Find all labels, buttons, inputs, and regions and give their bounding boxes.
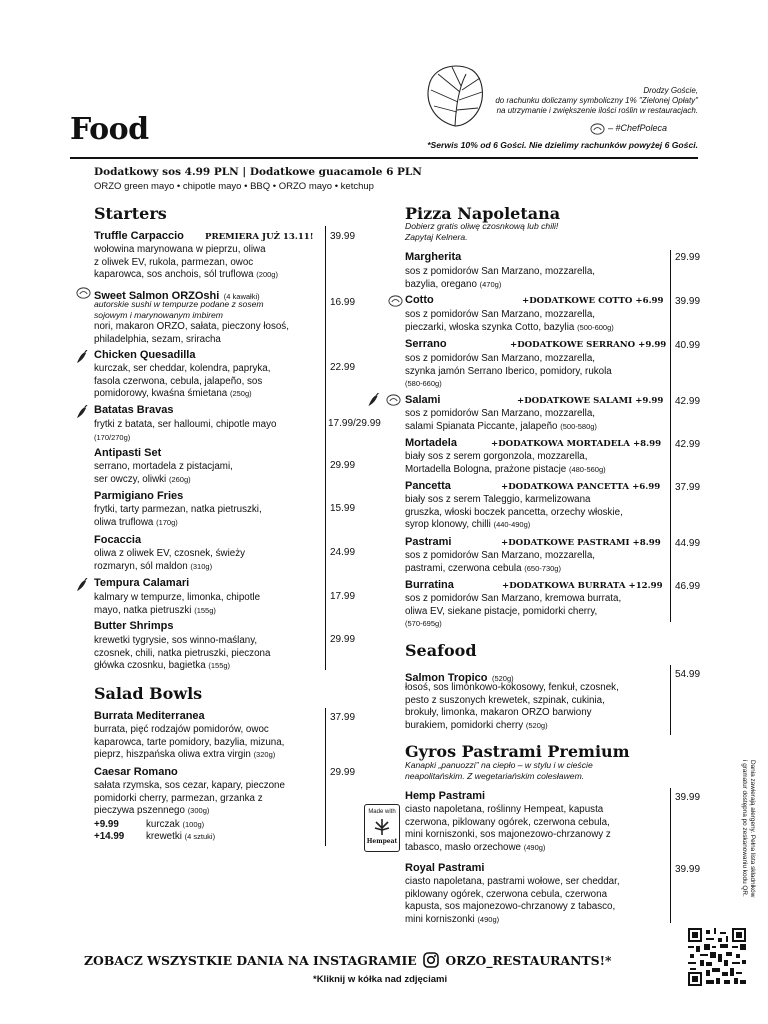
- menu-item-desc: frytki, tarty parmezan, natka pietruszki, oliwa truflowa (170g): [94, 504, 262, 528]
- price-divider: [670, 250, 671, 622]
- gyros-note: Kanapki „panuozzi” na ciepło – w stylu i w cieście neapolitańskim. Z wegetariańskim colesławem.: [405, 760, 593, 781]
- pizza-note: Dobierz gratis oliwę czosnkową lub chili! Zapytaj Kelnera.: [405, 221, 559, 242]
- menu-item-price: 42.99: [675, 439, 701, 450]
- menu-item-desc: serrano, mortadela z pistacjami, ser owczy, oliwki (260g): [94, 461, 233, 485]
- menu-item-desc: oliwa z oliwek EV, czosnek, świeży rozmaryn, sól maldon (310g): [94, 548, 246, 572]
- premiere-tag: PREMIERA JUŻ 13.11!: [205, 232, 314, 242]
- page-title: Food: [70, 112, 149, 147]
- menu-item-desc: biały sos z serem Taleggio, karmelizowana gruszka, włoski boczek pancetta, orzechy włoskie, syrop klonowy, chilli (440-490g): [405, 494, 623, 530]
- menu-item-price: 15.99: [330, 503, 356, 514]
- menu-item-desc: sos z pomidorów San Marzano, mozzarella, pieczarki, włoska szynka Cotto, bazylia (500-600g): [405, 309, 614, 333]
- menu-item-name: Pancetta: [405, 480, 451, 492]
- menu-item-desc: biały sos z serem gorgonzola, mozzarella, Mortadella Bologna, prażone pistacje (480-560g): [405, 451, 606, 475]
- allergen-note: Dania zawierają alergeny. Pełna lista składników i gramatur dostępna po zeskanowaniu kodu QR.: [741, 760, 756, 898]
- menu-item-name: Serrano: [405, 338, 447, 350]
- menu-item-desc: frytki z batata, ser halloumi, chipotle mayo (170/270g): [94, 419, 277, 442]
- hemp-leaf-icon: [373, 818, 391, 836]
- instagram-handle[interactable]: ORZO_RESTAURANTS!*: [445, 953, 612, 968]
- menu-item-name: Salami: [405, 394, 441, 406]
- menu-item-title: Sweet Salmon ORZOshi (4 kawałki): [94, 290, 260, 302]
- chef-recommend-icon: [386, 393, 401, 407]
- badge-line: Made with: [368, 809, 396, 815]
- menu-item-price: 22.99: [330, 362, 356, 373]
- menu-item-price: 54.99: [675, 669, 701, 680]
- menu-item-name: Parmigiano Fries: [94, 490, 184, 502]
- service-note: *Serwis 10% od 6 Gości. Nie dzielimy rachunków powyżej 6 Gości.: [427, 140, 698, 150]
- menu-item-price: 39.99: [675, 864, 701, 875]
- menu-item-price: 37.99: [675, 482, 701, 493]
- menu-item-name: Mortadela: [405, 437, 457, 449]
- menu-item-price: 17.99/29.99: [328, 418, 381, 429]
- greeting-line: Drodzy Goście,: [643, 86, 698, 95]
- menu-item-desc: krewetki tygrysie, sos winno-maślany, czosnek, chili, natka pietruszki, pieczona główka czosnku, bagietka (155g): [94, 635, 271, 671]
- menu-item-name: Focaccia: [94, 534, 142, 546]
- menu-item-price: 39.99: [330, 231, 356, 242]
- menu-item-desc: łosoś, sos limonkowo-kokosowy, fenkuł, czosnek, pesto z suszonych krewetek, szpinak, cukinia, brokuły, limonka, makaron ORZO barwiony burakiem, pomidorki cherry (520g): [405, 682, 619, 731]
- menu-item-price: 29.99: [330, 460, 356, 471]
- menu-item-desc: burrata, pięć rodzajów pomidorów, owoc kaparowca, tarte pomidory, bazylia, mizuna, pieprz, hiszpańska oliwa extra virgin (320g): [94, 724, 285, 760]
- chef-recommend-icon: [590, 122, 605, 136]
- section-title-pizza: Pizza Napoletana: [405, 204, 561, 223]
- menu-item-name: Hemp Pastrami: [405, 790, 486, 802]
- chef-legend: – #ChefPoleca: [608, 123, 668, 133]
- menu-item-name: Chicken Quesadilla: [94, 349, 196, 361]
- menu-item-price: 29.99: [675, 252, 701, 263]
- menu-item-price: 42.99: [675, 396, 701, 407]
- menu-item-name: Royal Pastrami: [405, 862, 485, 874]
- hempeat-badge: [364, 804, 400, 852]
- menu-item-name: Margherita: [405, 251, 462, 263]
- menu-item-desc: sałata rzymska, sos cezar, kapary, pieczone pomidorki cherry, parmezan, grzanka z pieczywa pszennego (300g): [94, 780, 285, 816]
- menu-item-name: Antipasti Set: [94, 447, 162, 459]
- menu-item-desc: sos z pomidorów San Marzano, mozzarella, szynka jamón Serrano Iberico, pomidory, rukola (580-660g): [405, 353, 612, 388]
- badge-line: Hempeat: [366, 838, 398, 845]
- menu-item-price: 24.99: [330, 547, 356, 558]
- instagram-cta[interactable]: [84, 952, 612, 968]
- menu-item-desc: sos z pomidorów San Marzano, mozzarella, pastrami, czerwona cebula (650-730g): [405, 550, 596, 574]
- price-divider: [670, 665, 671, 735]
- menu-item-price: 44.99: [675, 538, 701, 549]
- menu-item-desc: sos z pomidorów San Marzano, kremowa burrata, oliwa EV, siekane pistacje, pomidorki cherry, (570-695g): [405, 593, 622, 628]
- chili-pepper-icon: [76, 350, 88, 364]
- section-title-seafood: Seafood: [405, 641, 477, 660]
- addon-row: +14.99 krewetki (4 sztuki): [94, 831, 216, 842]
- menu-item-price: 39.99: [675, 792, 701, 803]
- pizza-extra-topping: +DODATKOWE SERRANO +9.99: [510, 340, 667, 350]
- menu-item-desc: kurczak, ser cheddar, kolendra, papryka, fasola czerwona, cebula, jalapeño, sos pomidorowy, kwaśna śmietana (250g): [94, 363, 271, 399]
- qr-code-icon[interactable]: [688, 928, 746, 986]
- green-fee-note: [440, 86, 698, 116]
- pizza-extra-topping: +DODATKOWA MORTADELA +8.99: [491, 439, 662, 449]
- instagram-cta-text: ZOBACZ WSZYSTKIE DANIA NA INSTAGRAMIE: [84, 953, 417, 968]
- menu-item-price: 40.99: [675, 340, 701, 351]
- pizza-extra-topping: +DODATKOWA BURRATA +12.99: [502, 581, 663, 591]
- price-divider: [670, 788, 671, 923]
- menu-item-price: 39.99: [675, 296, 701, 307]
- pizza-extra-topping: +DODATKOWE COTTO +6.99: [522, 296, 664, 306]
- chef-recommend-icon: [388, 294, 403, 308]
- sauce-list: ORZO green mayo • chipotle mayo • BBQ • ORZO mayo • ketchup: [94, 181, 374, 192]
- menu-item-name: Truffle Carpaccio: [94, 230, 184, 242]
- menu-item-desc: ciasto napoletana, pastrami wołowe, ser cheddar, piklowany ogórek, czerwona cebula, czerwona kapusta, sos majonezowo-chrzanowy z tabasco, mini korniszonki (490g): [405, 876, 620, 925]
- greeting-line: na utrzymanie i zwiększenie ilości roślin w restauracjach.: [496, 106, 698, 115]
- click-note: *Kliknij w kółka nad zdjęciami: [313, 974, 448, 985]
- menu-item-name: Pastrami: [405, 536, 452, 548]
- menu-item-name: Burratina: [405, 579, 454, 591]
- instagram-icon: [423, 952, 439, 968]
- menu-item-desc: wołowina marynowana w pieprzu, oliwa z oliwek EV, rukola, parmezan, owoc kaparowca, sos anchois, sól truflowa (200g): [94, 244, 278, 280]
- pizza-extra-topping: +DODATKOWE PASTRAMI +8.99: [501, 538, 661, 548]
- greeting-line: do rachunku doliczamy symboliczny 1% "Zielonej Opłaty": [495, 96, 698, 105]
- extra-sauce-line: Dodatkowy sos 4.99 PLN | Dodatkowe guacamole 6 PLN: [94, 166, 422, 178]
- menu-item-price: 29.99: [330, 767, 356, 778]
- menu-item-name: Caesar Romano: [94, 766, 178, 778]
- chili-pepper-icon: [76, 578, 88, 592]
- menu-item-name: Tempura Calamari: [94, 577, 190, 589]
- menu-item-name: Burrata Mediterranea: [94, 710, 205, 722]
- menu-item-desc: kalmary w tempurze, limonka, chipotle mayo, natka pietruszki (155g): [94, 592, 261, 616]
- menu-item-name: Cotto: [405, 294, 434, 306]
- header-divider: [70, 157, 698, 159]
- chili-pepper-icon: [366, 393, 381, 407]
- menu-item-desc: sos z pomidorów San Marzano, mozzarella, salami Spianata Piccante, jalapeño (500-580g): [405, 408, 597, 432]
- menu-item-desc: ciasto napoletana, roślinny Hempeat, kapusta czerwona, piklowany ogórek, czerwona cebula, mini korniszonki, sos majonezowo-chrzanowy z tabasco, masło orzechowe (490g): [405, 804, 611, 853]
- menu-item-price: 46.99: [675, 581, 701, 592]
- menu-item-price: 16.99: [330, 297, 356, 308]
- addon-row: +9.99 kurczak (100g): [94, 819, 205, 830]
- menu-item-desc: nori, makaron ORZO, sałata, pieczony łosoś, philadelphia, sezam, sriracha: [94, 321, 289, 345]
- menu-item-name: Butter Shrimps: [94, 620, 174, 632]
- menu-item-price: 17.99: [330, 591, 356, 602]
- section-title-salads: Salad Bowls: [94, 684, 203, 703]
- menu-item-note: autorskie sushi w tempurze podane z sosem sojowym i marynowanym imbirem: [94, 299, 264, 320]
- pizza-extra-topping: +DODATKOWE SALAMI +9.99: [517, 396, 664, 406]
- menu-item-title: Salmon Tropico (520g): [405, 672, 514, 684]
- section-title-starters: Starters: [94, 204, 167, 223]
- pizza-extra-topping: +DODATKOWA PANCETTA +6.99: [501, 482, 661, 492]
- section-title-gyros: Gyros Pastrami Premium: [405, 742, 630, 761]
- chef-recommend-icon: [76, 286, 91, 300]
- menu-item-price: 37.99: [330, 712, 356, 723]
- menu-item-desc: sos z pomidorów San Marzano, mozzarella, bazylia, oregano (470g): [405, 266, 596, 290]
- menu-item-price: 29.99: [330, 634, 356, 645]
- menu-item-name: Batatas Bravas: [94, 404, 174, 416]
- chili-pepper-icon: [76, 405, 88, 419]
